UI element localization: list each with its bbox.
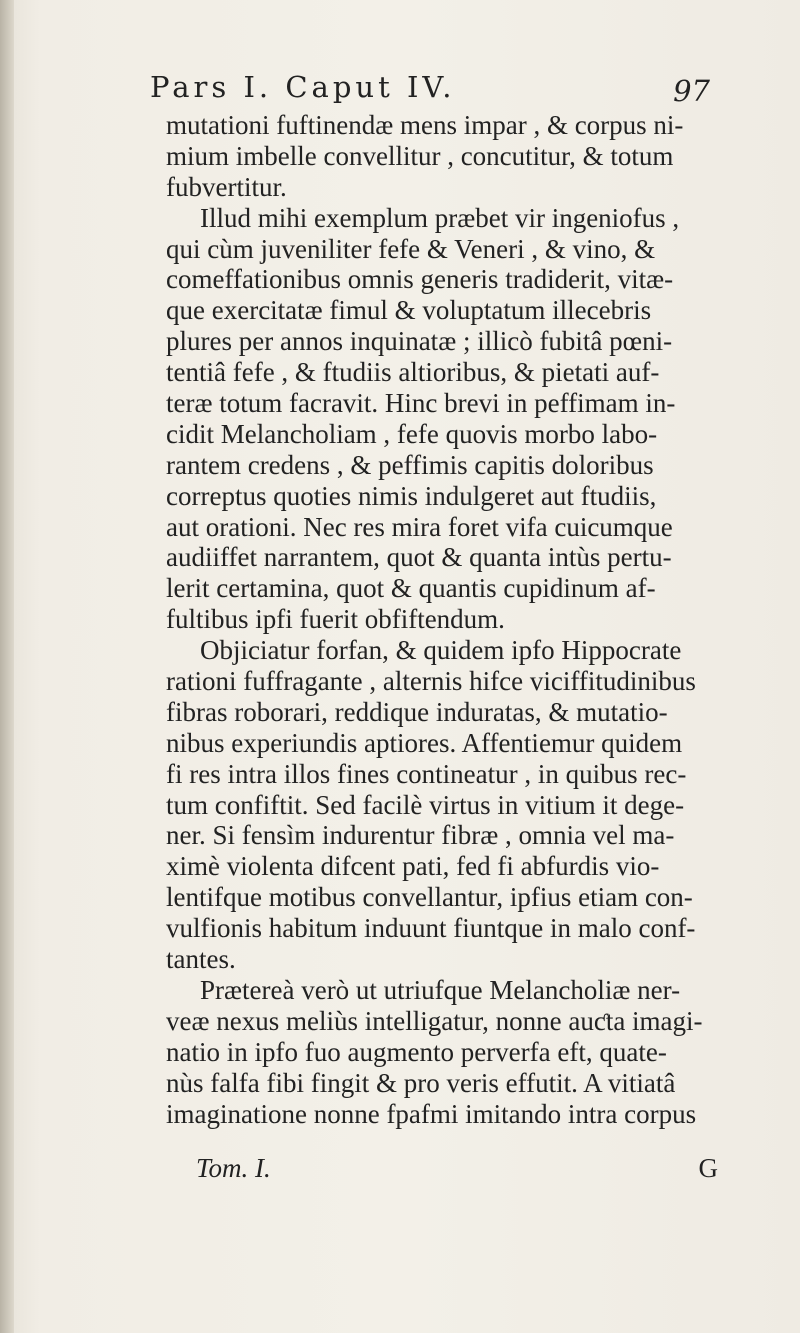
- running-header: [150, 70, 710, 110]
- text-line: tum confiftit. Sed facilè virtus in vitium it dege-: [166, 789, 685, 820]
- text-line: nùs falfa fibi fingit & pro veris effutit. A vitiatâ: [166, 1067, 676, 1098]
- volume-mark: Tom. I.: [196, 1153, 271, 1183]
- text-line: plures per annos inquinatæ ; illicò fubitâ pœni-: [166, 326, 673, 357]
- text-line: mium imbelle convellitur , concutitur, & totum: [166, 140, 674, 171]
- text-line: audiiffet narrantem, quot & quanta intùs pertu-: [166, 542, 672, 573]
- signature-mark: G: [698, 1153, 718, 1183]
- text-line: correptus quoties nimis indulgeret aut ftudiis,: [166, 480, 657, 511]
- running-title: Pars I. Caput IV.: [150, 70, 456, 104]
- page-gutter: [0, 0, 14, 1333]
- text-line: ximè violenta difcent pati, fed fi abfurdis vio-: [166, 851, 660, 882]
- text-line: aut orationi. Nec res mira foret vifa cuicumque: [166, 511, 673, 542]
- text-line: imaginatione nonne fpafmi imitando intra corpus: [166, 1098, 697, 1129]
- text-line: cidit Melancholiam , fefe quovis morbo labo-: [166, 418, 658, 449]
- page-footer: [196, 1153, 718, 1187]
- text-line: nibus experiundis aptiores. Affentiemur quidem: [166, 727, 683, 758]
- text-line: lerit certamina, quot & quantis cupidinum af-: [166, 573, 656, 604]
- text-line: rantem credens , & peffimis capitis doloribus: [166, 449, 654, 480]
- paragraph-start-line: Prætereà verò ut utriufque Melancholiæ ner-: [200, 974, 681, 1005]
- text-line: rationi fuffragante , alternis hifce viciffitudinibus: [166, 666, 696, 697]
- paragraph-start-line: Illud mihi exemplum præbet vir ingeniofus ,: [200, 202, 680, 233]
- text-line: fubvertitur.: [166, 171, 287, 202]
- body-text: [166, 110, 726, 1129]
- text-line: natio in ipfo fuo augmento perverfa eft, quate-: [166, 1036, 667, 1067]
- paragraph-start-line: Objiciatur forfan, & quidem ipfo Hippocrate: [200, 635, 682, 666]
- text-line: lentifque motibus convellantur, ipfius etiam con-: [166, 882, 693, 913]
- text-line: tentiâ fefe , & ftudiis altioribus, & pietati auf-: [166, 357, 660, 388]
- text-line: veæ nexus meliùs intelligatur, nonne auƈta imagi-: [166, 1005, 703, 1036]
- text-line: comeffationibus omnis generis tradiderit, vitæ-: [166, 264, 674, 295]
- text-line: mutationi fuftinendæ mens impar , & corpus ni-: [166, 110, 684, 140]
- text-line: teræ totum facravit. Hinc brevi in peffimam in-: [166, 388, 676, 419]
- text-line: vulfionis habitum induunt fiuntque in malo conf-: [166, 913, 696, 944]
- text-line: qui cùm juveniliter fefe & Veneri , & vino, &: [166, 233, 656, 264]
- text-line: tantes.: [166, 944, 236, 975]
- page-number: 97: [673, 74, 710, 108]
- text-line: fi res intra illos fines contineatur , in quibus rec-: [166, 758, 687, 789]
- text-line: ner. Si fensìm indurentur fibræ , omnia vel ma-: [166, 820, 675, 851]
- text-line: fibras roborari, reddique induratas, & mutatio-: [166, 696, 668, 727]
- text-line: que exercitatæ fimul & voluptatum illecebris: [166, 295, 652, 326]
- text-line: fultibus ipfi fuerit obfiftendum.: [166, 604, 505, 635]
